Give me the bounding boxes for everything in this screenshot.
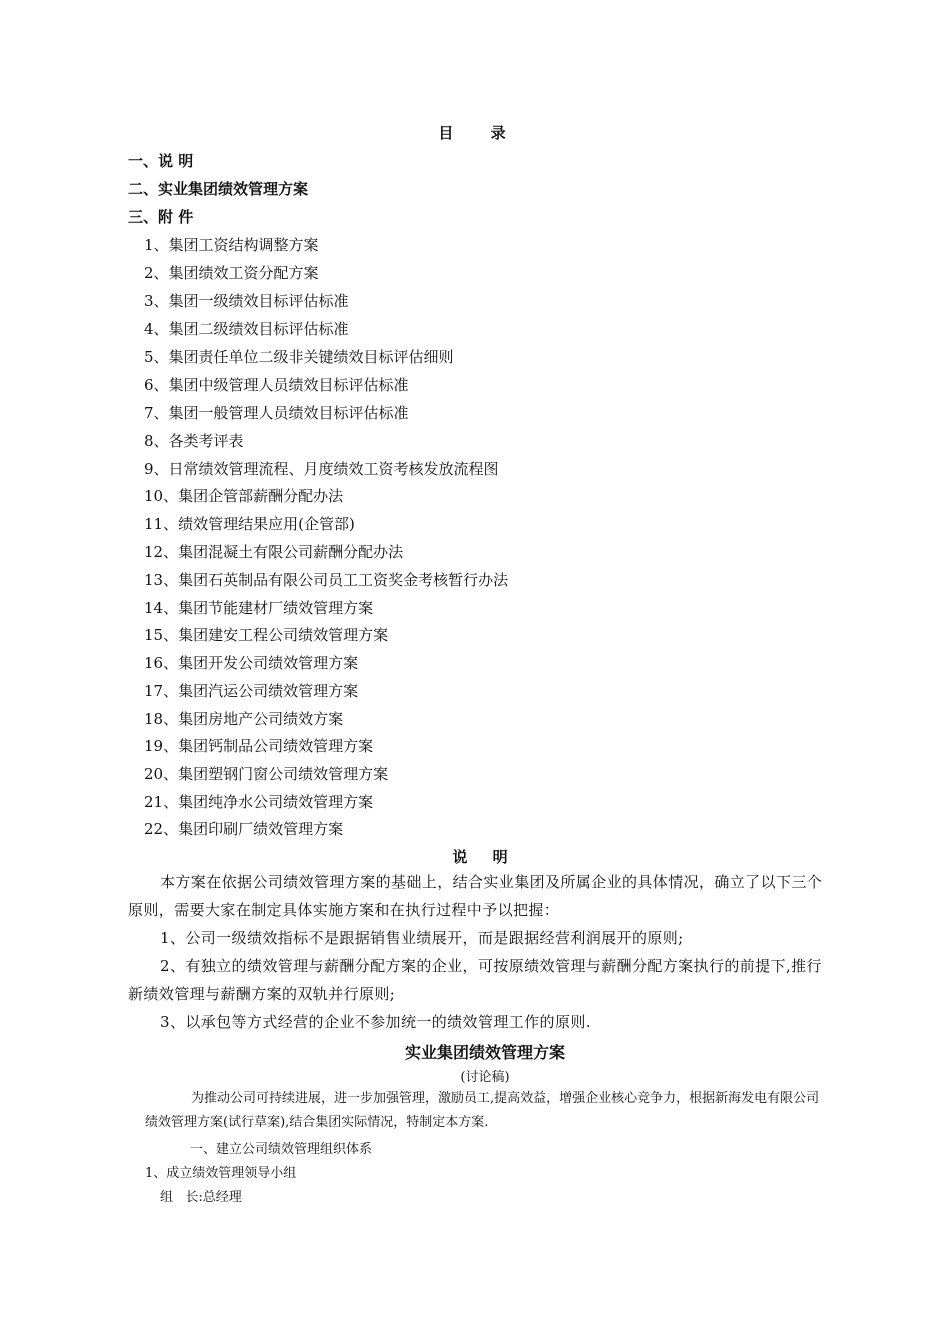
toc-item: 4、集团二级绩效目标评估标准: [144, 320, 349, 338]
toc-item: 16、集团开发公司绩效管理方案: [144, 654, 359, 672]
toc-item: 10、集团企管部薪酬分配办法: [144, 487, 344, 505]
toc-item: 3、集团一级绩效目标评估标准: [144, 292, 349, 310]
toc-item: 15、集团建安工程公司绩效管理方案: [144, 626, 389, 644]
toc-item: 8、各类考评表: [144, 432, 244, 450]
toc-item: 12、集团混凝土有限公司薪酬分配办法: [144, 543, 404, 561]
explain-principle-3: 3、以承包等方式经营的企业不参加统一的绩效管理工作的原则.: [160, 1013, 591, 1031]
toc-item: 20、集团塑钢门窗公司绩效管理方案: [144, 765, 389, 783]
toc-item: 2、集团绩效工资分配方案: [144, 264, 319, 282]
toc-item: 19、集团钙制品公司绩效管理方案: [144, 737, 374, 755]
plan-leader-line: 组 长:总经理: [160, 1190, 242, 1205]
toc-item: 13、集团石英制品有限公司员工工资奖金考核暂行办法: [144, 571, 509, 589]
explain-principle-2: 2、有独立的绩效管理与薪酬分配方案的企业，可按原绩效管理与薪酬分配方案执行的前提下,推行新绩效管理与薪酬方案的双轨并行原则;: [128, 957, 822, 1003]
toc-item: 7、集团一般管理人员绩效目标评估标准: [144, 404, 409, 422]
toc-item: 21、集团纯净水公司绩效管理方案: [144, 793, 374, 811]
toc-section-3: 三、附 件: [128, 208, 194, 226]
toc-item: 5、集团责任单位二级非关键绩效目标评估细则: [144, 348, 454, 366]
toc-item: 17、集团汽运公司绩效管理方案: [144, 682, 359, 700]
explain-principle-1: 1、公司一级绩效指标不是跟据销售业绩展开，而是跟据经营利润展开的原则;: [160, 929, 684, 947]
toc-title: 目 录: [438, 124, 522, 142]
toc-item: 11、绩效管理结果应用(企管部): [144, 515, 355, 533]
explain-title: 说 明: [452, 848, 518, 866]
toc-section-2: 二、实业集团绩效管理方案: [128, 180, 309, 198]
toc-item: 1、集团工资结构调整方案: [144, 236, 319, 254]
plan-subheading-1-1: 1、成立绩效管理领导小组: [145, 1166, 297, 1181]
plan-heading-1: 一、建立公司绩效管理组织体系: [190, 1142, 373, 1157]
explain-intro: 本方案在依据公司绩效管理方案的基础上，结合实业集团及所属企业的具体情况，确立了以下三个原则，需要大家在制定具体实施方案和在执行过程中予以把握：: [128, 873, 823, 919]
toc-item: 6、集团中级管理人员绩效目标评估标准: [144, 376, 409, 394]
toc-item: 9、日常绩效管理流程、月度绩效工资考核发放流程图: [144, 460, 499, 478]
plan-intro: 为推动公司可持续进展，进一步加强管理，激励员工,提高效益，增强企业核心竞争力，根据新海发电有限公司绩效管理方案(试行草案),结合集团实际情况，特制定本方案.: [145, 1091, 820, 1130]
toc-section-1: 一、说 明: [128, 152, 194, 170]
toc-item: 14、集团节能建材厂绩效管理方案: [144, 599, 374, 617]
plan-title: 实业集团绩效管理方案: [404, 1043, 565, 1062]
toc-item: 22、集团印刷厂绩效管理方案: [144, 820, 344, 838]
toc-item: 18、集团房地产公司绩效方案: [144, 710, 344, 728]
plan-subtitle: (讨论稿): [460, 1070, 510, 1085]
